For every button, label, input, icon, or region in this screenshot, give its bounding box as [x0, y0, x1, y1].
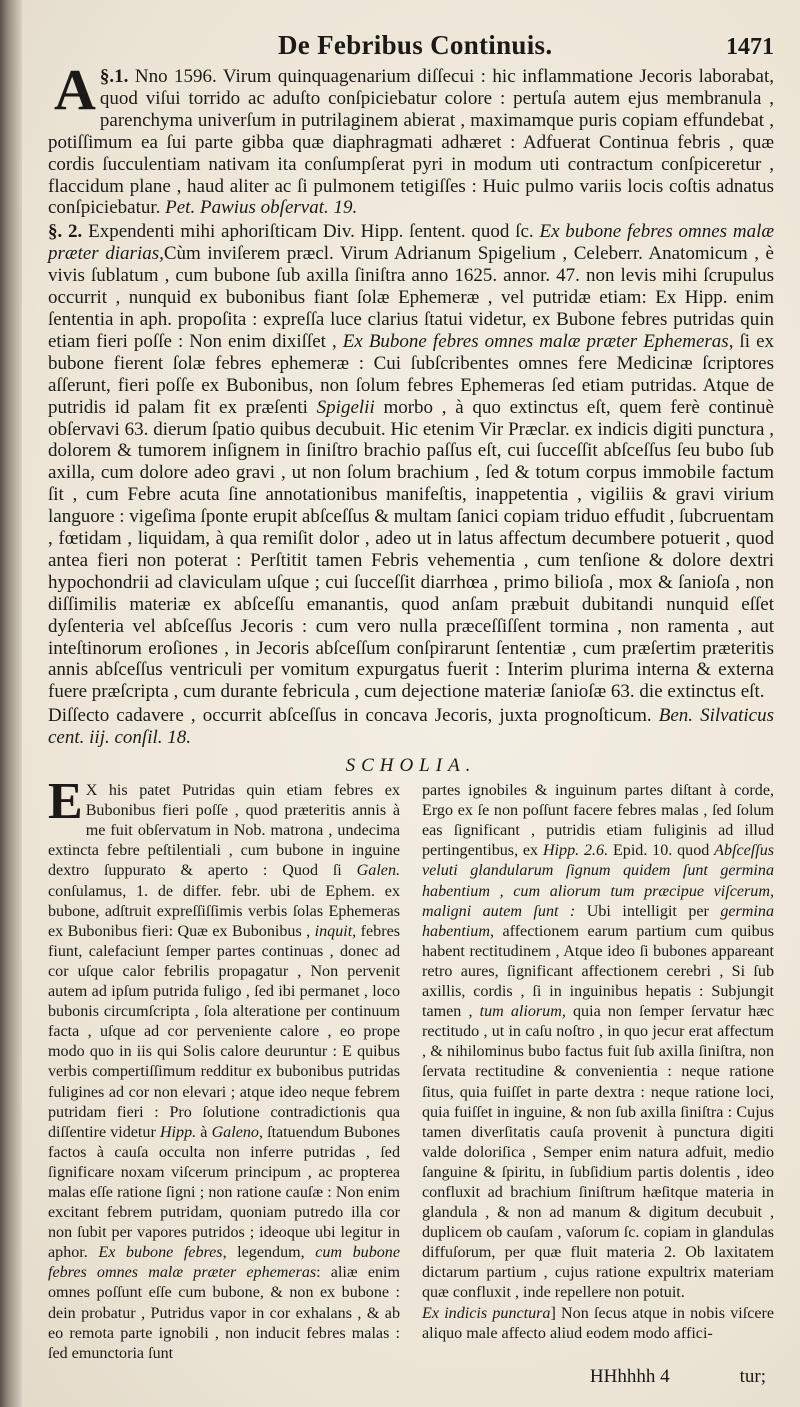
author-name: Hipp. 2.6. — [542, 842, 609, 860]
citation: Pet. Pawius obſervat. 19. — [165, 197, 358, 219]
signature-mark — [590, 1366, 670, 1388]
catchword: tur; — [739, 1365, 766, 1387]
column-text: , affectionem earum partium cum quibus habent rectitudinem , Atque ideo ſi bubones appareant retro aures, ſignificant affectionem cerebri , Si ſub axillis, cordis , ſi in inguinibus hepatis : Subjungit tamen , — [422, 922, 774, 1021]
quotation: inquit, — [314, 922, 357, 940]
page-footer — [48, 1366, 774, 1388]
column-text: febres fiunt, calefaciunt ſemper partes continuas , donec ad cor uſque calor febrilis propagatur , Non pervenit autem ad ipſum putrida fuligo , ſed ibi permanet , loco bubonis circumſcripta , ſola alteratione per continuum facta , uſque ad cor perveniente calore , eo prope modo quo in iis qui Solis calore deuruntur : E quibus verbis compertiſſimum redditur ex bubonibus putridas fuligines ad cor non elevari ; atque ideo neque febrem putridam fieri : Pro ſolutione contradictionis qua diſſentire videtur — [48, 922, 400, 1141]
author-name: Galeno — [211, 1123, 259, 1141]
paragraph-3 — [48, 705, 774, 749]
signature-letters: HHhhhh — [589, 1365, 656, 1387]
column-text: quia non ſemper ſervatur hæc rectitudo , ut in caſu noſtro , in quo jecur erat affectum , & nihilominus bubo factus fuit ſub axilla ſiniſtra, non ſervata rectitudine & convenientia : neque ratione ſitus, quia fuiſſet in parte dextra : neque ratione loci, quia fuiſſet in inguine, & non ſub axilla ſiniſtra : Cujus tamen diverſitatis cauſa provenit à punctura digiti valde doloriſica , Semper enim natura adfuit, medio ſanguine & ſpiritu, in ſubſidium partis dolentis , ideo confluxit ad brachium ſiniſtrum hæſitque materia in glandula , & non ad manum & digitum decubuit , duplicem ob cauſam , vaſorum ſc. copiam in glandulas diffuſorum, per quæ fluit materia 2. Ob laxitatem dictarum partium , cujus ratione expultrix materiam quæ confluxit , inde repellere non potuit. — [422, 1003, 774, 1302]
column-text: Ubi intelligit per — [586, 902, 709, 920]
scholia-left-column — [48, 773, 401, 1364]
column-text: , legendum, — [222, 1244, 305, 1262]
column-text: : aliæ enim omnes poſſunt eſſe cum bubone, & non ex bubone : dein probatur , Putridus vapor in cor exhalans , & ab eo remota parte ignobili , non inducit febres malas : ſed emunctoria ſunt — [48, 1264, 400, 1362]
paragraph-2 — [48, 221, 774, 703]
scholia-right-column — [422, 781, 774, 1364]
scholia-heading: SCHOLIA. — [345, 755, 477, 777]
column-text: , ſtatuendum Bubones factos à cauſa occulta non inferre putridas , ſed ſignificare noxam viſcerum principum , ac propterea malas eſſe ratione ſigni ; non ratione cauſæ : Non enim excitant febrem putridam, quoniam putredo illa cor non ſubit per vapores putridos ; ideoque ubi legitur in aphor. — [48, 1123, 400, 1262]
section-mark: §. 2. — [48, 221, 83, 243]
scholia-columns — [48, 773, 775, 1364]
paragraph-text: Diſſecto cadavere , occurrit abſceſſus in concava Jecoris, juxta prognoſticum. — [48, 705, 652, 727]
paragraph-text: Nno 1596. Virum quinquagenarium diſſecui : hic inflammatione Jecoris laborabat, quod viſui torrido ac aduſto conſpiciebatur colore : pertuſa autem ejus membranula , parenchyma univerſum in putrilaginem abierat , maximamque puris copiam effundebat , potiſſimum ea ſui parte gibba quæ diaphragmati adhæret : Adfuerat Continua febris , quæ cordis ſucculentiam nativam ita conſumpſerat pyri in modum uti contractum conſpiceretur , flaccidum plane , haud aliter ac ſi pulmonem tetigiſſes : Huic pulmo variis locis coſtis adnatus conſpiciebatur. — [48, 66, 775, 219]
quotation: germina habentium — [422, 902, 774, 940]
drop-cap: E — [48, 773, 83, 831]
section-mark: §.1. — [99, 66, 129, 87]
column-text: X his patet Putridas quin etiam febres ex Bubonibus fieri poſſe , quod præteritis annis à me fuit obſervatum in Nob. matrona , undecima extincta febre peſtilentiali , cum bubone in inguine dextro ſuppurato & aperto : Quod ſi — [48, 782, 400, 880]
quotation: cum bubone febres omnes malæ præter ephemeras — [48, 1244, 400, 1282]
column-text: conſulamus, 1. de differ. febr. ubi de Ephem. ex bubone, adſtruit expreſſiſſimis verbis ſolas Ephemeras ex Bubonibus fieri: Quæ ex Bubonibus , — [48, 882, 400, 940]
paragraph-1 — [48, 57, 775, 219]
binding-gutter — [0, 0, 22, 1407]
lemma: Ex indicis punctura — [422, 1304, 551, 1322]
citation: Ben. Silvaticus cent. iij. conſil. 18. — [48, 705, 775, 749]
column-text: à — [200, 1123, 208, 1141]
drop-cap: A — [54, 57, 96, 122]
quotation: Abſceſſus veluti glandularum ſignum quidem ſunt germina habentium , cum aliorum tum præcipue viſcerum, maligni autem ſunt : — [422, 842, 775, 920]
quotation: Ex bubone febres — [98, 1244, 223, 1262]
page-header — [278, 30, 774, 66]
quotation: tum aliorum, — [479, 1003, 566, 1021]
paragraph-text: morbo , à quo extinctus eſt, quem ferè continuè obſervavi 63. dierum ſpatio quibus decubuit. Hic etenim Vir Præclar. ex indicis digiti punctura , dolorem & tumorem inſignem in ſiniſtro brachio paſſus eſt, cui ſucceſſit abſceſſus ſeu bubo ſub axilla, cum dolore adeo gravi , ut non ſolum brachium , ſed & totum corpus immobile factum ſit , cum Febre acuta ſine annotationibus manifeſtis, inappetentia , vigiliis & gravi virium languore : vigeſima ſponte erupit abſceſſus & multam ſanici copiam triduo effudit , ſubcruentam , fœtidam , liquidam, à qua remiſit dolor , adeo ut in latus affectum decumbere potuerit , quod antea fieri non poterat : Perſtitit tamen Febris vehementia , cum tenſione & dolore dextri hypochondrii ad claviculam uſque ; cui ſucceſſit diarrhœa , primo bilioſa , mox & ſanioſa , non diſſimilis materiæ ex abſceſſu emanantis, quod anſam præbuit dubitandi nunquid eſſet dyſenteria vel abſceſſus Jecoris : cum vero nulla præceſſiſſent tormina , non ramenta , aut inteſtinorum eroſiones , in Jecoris abſceſſum conſpirarunt ſententiæ , cum præſertim præteritis annis abſceſſus ventriculi per vomitum expurgatus fuerit : Interim plurima interna & externa fuere præſcripta , cum durante febricula , cum dejectione materiæ ſanioſæ 63. die extinctus eſt. — [48, 396, 774, 703]
signature-number: 4 — [660, 1365, 670, 1387]
column-text: Epid. 10. quod — [612, 842, 710, 860]
quotation: Ex bubone febres omnes malæ præter diarias, — [48, 221, 775, 265]
running-title: De Febribus Continuis. — [278, 30, 553, 60]
person-name: Spigelii — [316, 396, 375, 418]
page-number: 1471 — [726, 34, 774, 60]
quotation: Ex Bubone febres omnes malæ præter Ephemeras — [342, 330, 729, 352]
column-text: ] Non ſecus atque in nobis viſcere aliquo male affecto aliud eodem modo affici- — [422, 1304, 775, 1342]
main-text — [48, 57, 775, 749]
author-name: Hipp. — [159, 1123, 197, 1141]
column-text: partes ignobiles & inguinum partes diſtant à corde, Ergo ex ſe non poſſunt facere febres malas , ſed ſolum eas ſignificant , putridis etiam fuliginis ad illud pertingentibus, ex — [422, 782, 774, 860]
paragraph-text: Cùm inviſerem præcl. Virum Adrianum Spigelium , Celeberr. Anatomicum , è vivis ſublatum , cum bubone ſub axilla ſiniſtra anno 1625. annor. 47. non levis mihi ſcrupulus occurrit , nunquid ex bubonibus fiant ſolæ Ephemeræ , vel putridæ etiam: Ex Hipp. enim ſententia in aph. propoſita : expreſſa luce clarius ſtatui videtur, ex Bubone febres putridas quin etiam fieri poſſe : Non enim dixiſſet , — [48, 243, 774, 352]
paragraph-text: Expendenti mihi aphoriſticam Div. Hipp. ſentent. quod ſc. — [88, 221, 534, 243]
paragraph-text: , ſi ex bubone fierent ſolæ febres ephemeræ : Cui ſubſcribentes omnes fere Medicinæ ſcriptores aſſerunt, fieri poſſe ex Bubonibus, non ſolum febres Ephemeras ſed etiam putridas. Atque de putridis id palam fit ex præſenti — [48, 330, 775, 418]
author-name: Galen. — [356, 862, 401, 880]
